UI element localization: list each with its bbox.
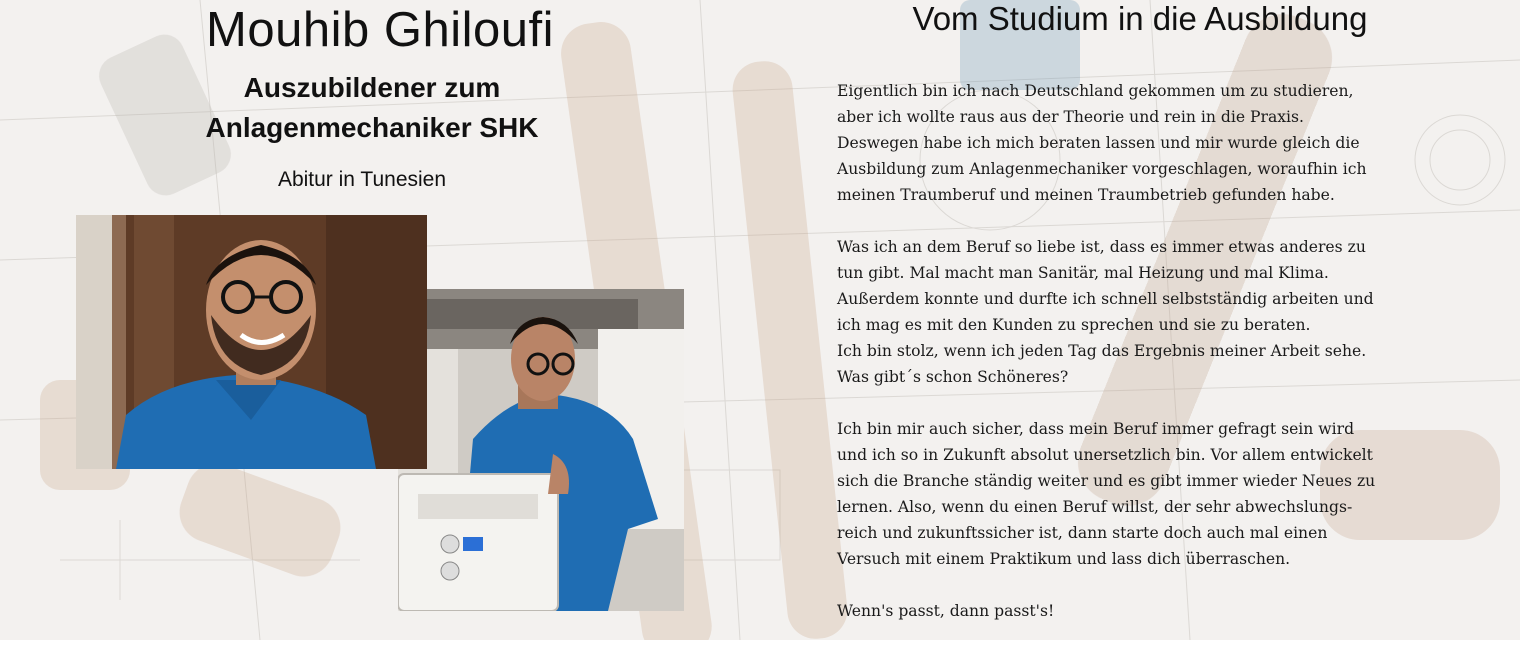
text-line: Was ich an dem Beruf so liebe ist, dass es immer etwas anderes zu bbox=[837, 238, 1366, 256]
article-body bbox=[837, 78, 1477, 650]
text-line: Was gibt´s schon Schöneres? bbox=[837, 368, 1069, 386]
text-line: Versuch mit einem Praktikum und lass dich überraschen. bbox=[837, 550, 1291, 568]
paragraph-1 bbox=[837, 78, 1477, 208]
text-line: sich die Branche ständig weiter und es gibt immer wieder Neues zu bbox=[837, 472, 1376, 490]
text-line: lernen. Also, wenn du einen Beruf willst, der sehr abwechslungs- bbox=[837, 498, 1353, 516]
working-photo bbox=[398, 289, 684, 611]
text-line: Eigentlich bin ich nach Deutschland gekommen um zu studieren, bbox=[837, 82, 1354, 100]
person-name: Mouhib Ghiloufi bbox=[206, 3, 554, 57]
text-line: Ich bin mir auch sicher, dass mein Beruf immer gefragt sein wird bbox=[837, 420, 1355, 438]
paragraph-3 bbox=[837, 416, 1477, 572]
paragraph-2 bbox=[837, 234, 1477, 390]
education: Abitur in Tunesien bbox=[277, 168, 447, 191]
text-line: Ausbildung zum Anlagenmechaniker vorgeschlagen, woraufhin ich bbox=[837, 160, 1367, 178]
text-line: und ich so in Zukunft absolut unersetzlich bin. Vor allem entwickelt bbox=[837, 446, 1373, 464]
portrait-photo bbox=[76, 215, 427, 469]
text-line: reich und zukunftssicher ist, dann starte doch auch mal einen bbox=[837, 524, 1328, 542]
text-line: meinen Traumberuf und meinen Traumbetrieb gefunden habe. bbox=[837, 186, 1335, 204]
text-line: ich mag es mit den Kunden zu sprechen und sie zu beraten. bbox=[837, 316, 1311, 334]
text-line: Wenn's passt, dann passt's! bbox=[837, 602, 1055, 620]
job-title-line-1: Auszubildener zum bbox=[243, 72, 501, 103]
job-title bbox=[112, 68, 632, 148]
job-title-line-2: Anlagenmechaniker SHK bbox=[205, 112, 539, 143]
text-line: Außerdem konnte und durfte ich schnell selbstständig arbeiten und bbox=[837, 290, 1374, 308]
text-line: tun gibt. Mal macht man Sanitär, mal Heizung und mal Klima. bbox=[837, 264, 1329, 282]
paragraph-4 bbox=[837, 598, 1477, 624]
article-headline: Vom Studium in die Ausbildung bbox=[912, 0, 1368, 37]
text-line: aber ich wollte raus aus der Theorie und rein in die Praxis. bbox=[837, 108, 1304, 126]
text-line: Ich bin stolz, wenn ich jeden Tag das Ergebnis meiner Arbeit sehe. bbox=[837, 342, 1367, 360]
text-line: Deswegen habe ich mich beraten lassen und mir wurde gleich die bbox=[837, 134, 1360, 152]
